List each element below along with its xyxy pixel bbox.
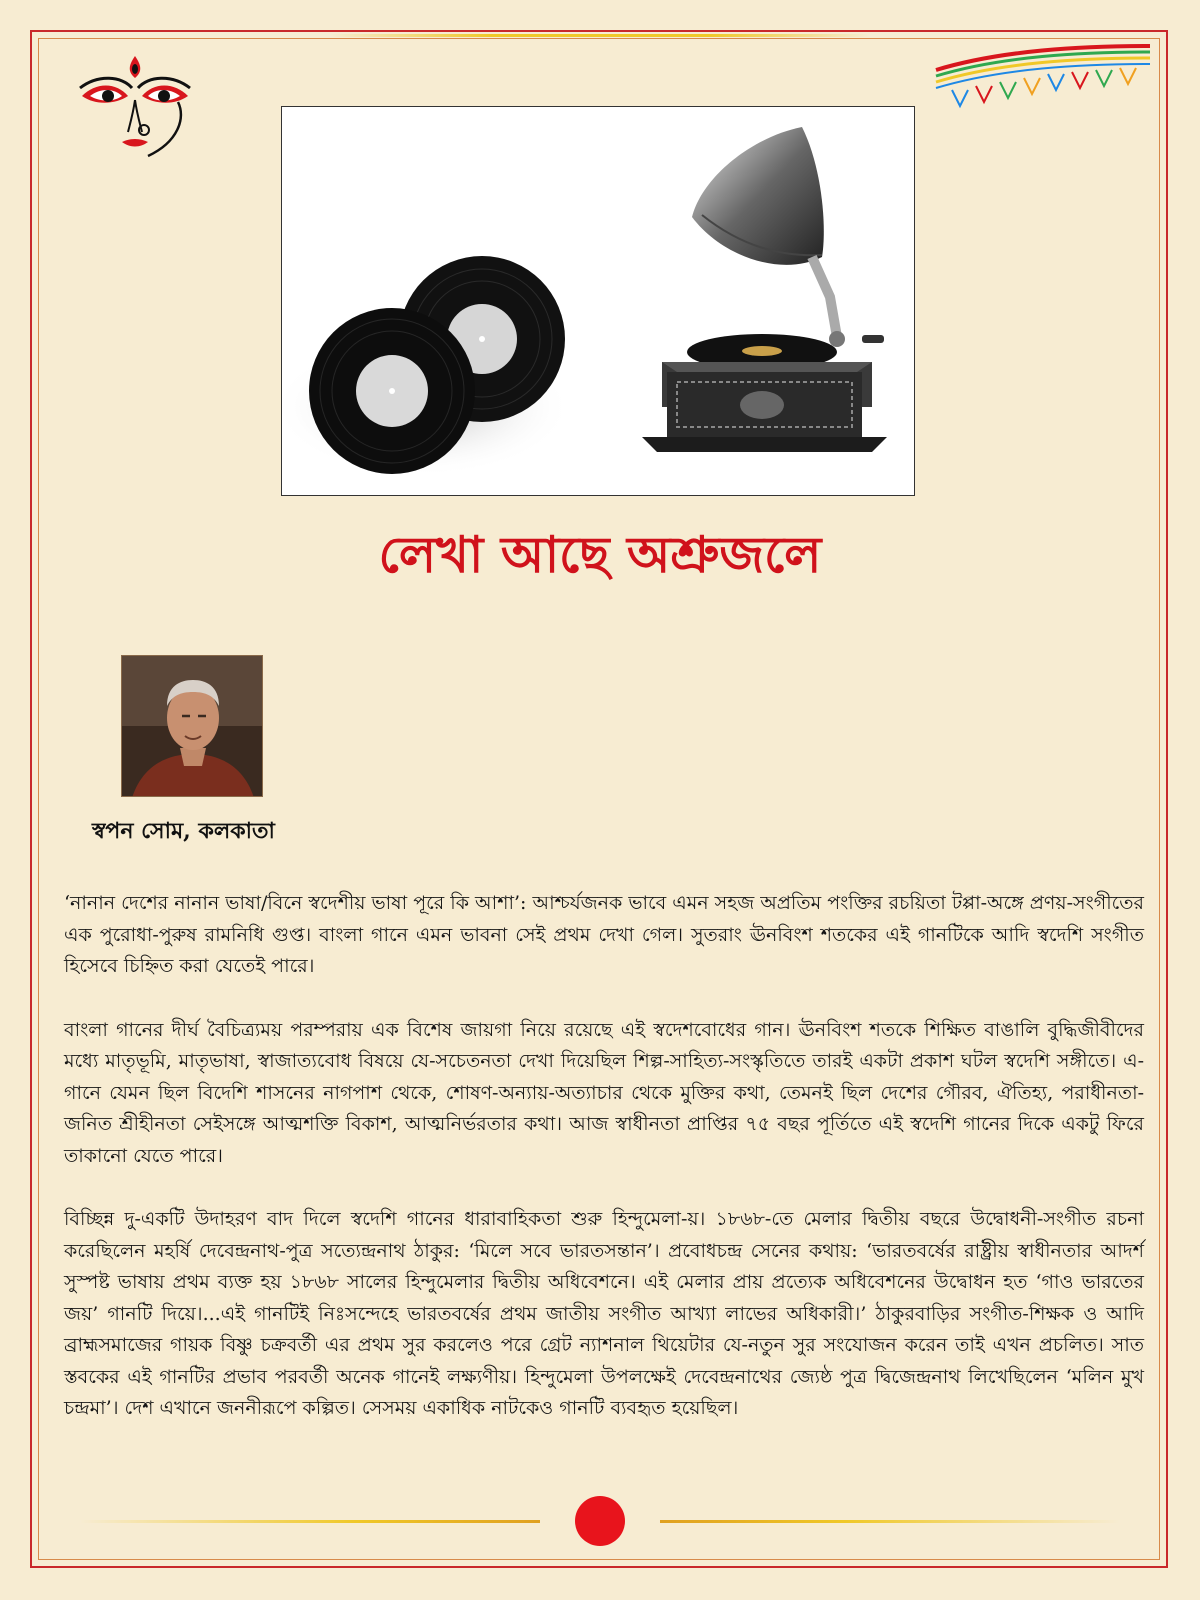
vinyl-record-front xyxy=(309,308,475,474)
durga-eyes-icon xyxy=(78,52,192,162)
festive-garland-icon xyxy=(932,40,1154,120)
article-paragraph: বাংলা গানের দীর্ঘ বৈচিত্র্যময় পরম্পরায় এক বিশেষ জায়গা নিয়ে রয়েছে এই স্বদেশবোধের গান। ঊনবিংশ শতকে শিক্ষিত বাঙালি বুদ্ধিজীবীদের মধ্যে মাতৃভূমি, মাতৃভাষা, স্বাজাত্যবোধ বিষয়ে যে-সচেতনতা দেখা দিয়েছিল শিল্প-সাহিত্য-সংস্কৃতিতে তারই একটা প্রকাশ ঘটল স্বদেশি সঙ্গীতে। এ-গানে যেমন ছিল বিদেশি শাসনের নাগপাশ থেকে, শোষণ-অন্যায়-অত্যাচার থেকে মুক্তির কথা, তেমনই ছিল দেশের গৌরব, ঐতিহ্য, পরাধীনতা-জনিত শ্রীহীনতা সেইসঙ্গে আত্মশক্তি বিকাশ, আত্মনির্ভরতার কথা। আজ স্বাধীনতা প্রাপ্তির ৭৫ বছর পূর্তিতে এই স্বদেশি গানের দিকে একটু ফিরে তাকানো যেতে পারে। xyxy=(64,1018,1144,1167)
author-portrait xyxy=(121,655,263,797)
article-title: লেখা আছে অশ্রুজলে xyxy=(378,525,822,584)
bottom-ornament-line-left xyxy=(80,1520,540,1523)
bottom-ornament-dot xyxy=(575,1496,625,1546)
author-byline: স্বপন সোম, কলকাতা xyxy=(92,818,275,844)
gramophone xyxy=(642,127,887,452)
article-paragraph: ‘নানান দেশের নানান ভাষা/বিনে স্বদেশীয় ভাষা পূরে কি আশা’: আশ্চর্যজনক ভাবে এমন সহজ অপ্রতিম পংক্তির রচয়িতা টপ্পা-অঙ্গে প্রণয়-সংগীতের এক পুরোধা-পুরুষ রামনিধি গুপ্ত। বাংলা গানে এমন ভাবনা সেই প্রথম দেখা গেল। সুতরাং ঊনবিংশ শতকের এই গানটিকে আদি স্বদেশি সংগীত হিসেবে চিহ্নিত করা যেতেই পারে। xyxy=(64,892,1144,977)
hero-illustration xyxy=(281,106,915,496)
article-body xyxy=(64,888,1144,1457)
bottom-ornament-line-right xyxy=(660,1520,1120,1523)
gramophone-records-illustration xyxy=(282,107,915,496)
top-ornament-line xyxy=(330,34,870,37)
article-paragraph: বিচ্ছিন্ন দু-একটি উদাহরণ বাদ দিলে স্বদেশি গানের ধারাবাহিকতা শুরু হিন্দুমেলা-য়। ১৮৬৮-তে মেলার দ্বিতীয় বছরে উদ্বোধনী-সংগীত রচনা করেছিলেন মহর্ষি দেবেন্দ্রনাথ-পুত্র সত্যেন্দ্রনাথ ঠাকুর: ‘মিলে সবে ভারতসন্তান’। প্রবোধচন্দ্র সেনের কথায়: ‘ভারতবর্ষের রাষ্ট্রীয় স্বাধীনতার আদর্শ সুস্পষ্ট ভাষায় প্রথম ব্যক্ত হয় ১৮৬৮ সালের হিন্দুমেলার দ্বিতীয় অধিবেশনে। এই মেলার প্রায় প্রত্যেক অধিবেশনের উদ্বোধন হত ‘গাও ভারতের জয়’ গানটি দিয়ে।...এই গানটিই নিঃসন্দেহে ভারতবর্ষের প্রথম জাতীয় সংগীত আখ্যা লাভের অধিকারী।’ ঠাকুরবাড়ির সংগীত-শিক্ষক ও আদি ব্রাহ্মসমাজের গায়ক বিষ্ণু চক্রবর্তী এর প্রথম সুর করলেও পরে গ্রেট ন্যাশনাল থিয়েটার যে-নতুন সুর সংযোজন করেন তাই এখন প্রচলিত। সাত স্তবকের এই গানটির প্রভাব পরবর্তী অনেক গানেই লক্ষ্যণীয়। হিন্দুমেলা উপলক্ষেই দেবেন্দ্রনাথের জ্যেষ্ঠ পুত্র দ্বিজেন্দ্রনাথ লিখেছিলেন ‘মলিন মুখ চন্দ্রমা’। দেশ এখানে জননীরূপে কল্পিত। সেসময় একাধিক নাটকেও গানটি ব্যবহৃত হয়েছিল। xyxy=(64,1208,1144,1419)
